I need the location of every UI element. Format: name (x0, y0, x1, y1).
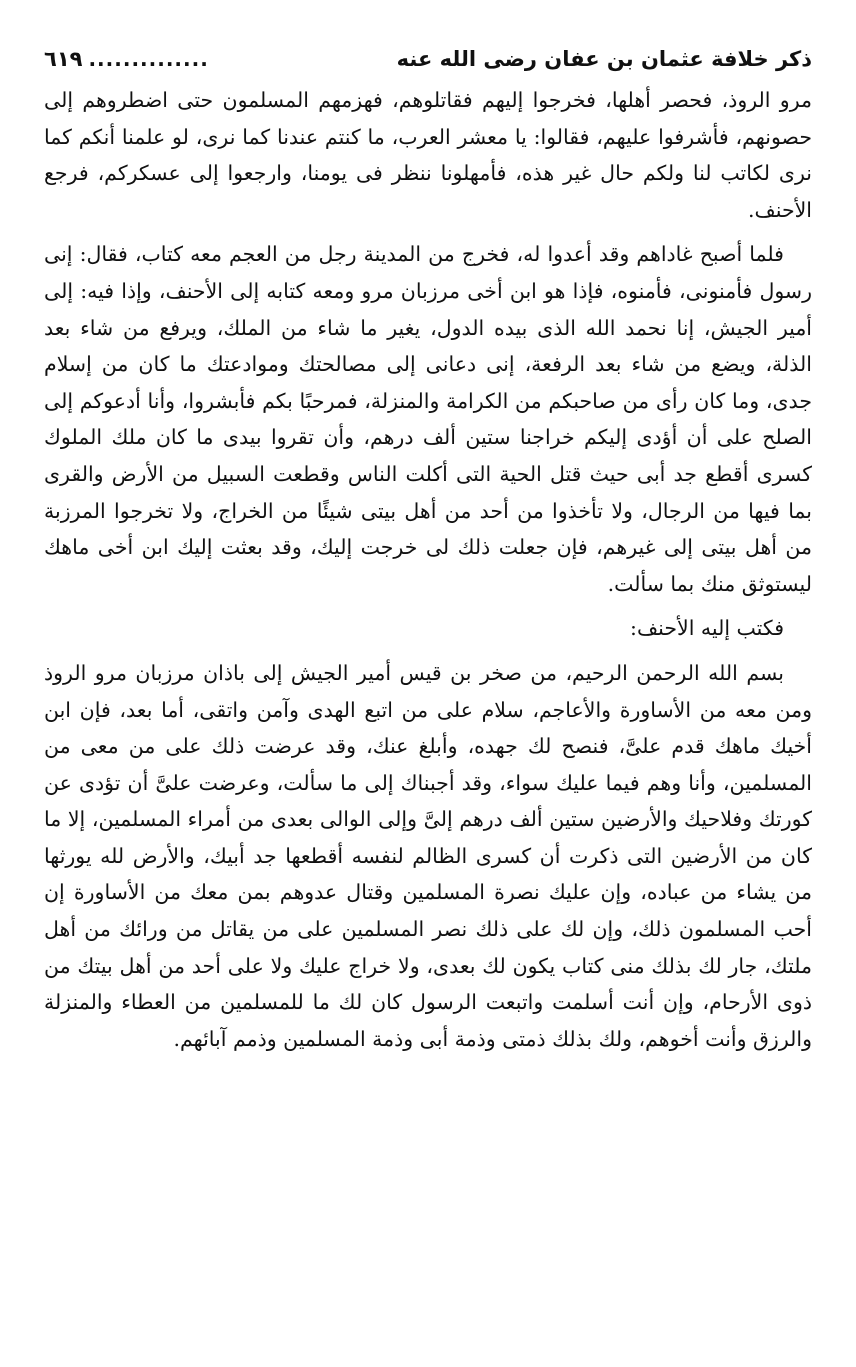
running-header (44, 40, 812, 82)
page-number: ٦١٩ (44, 47, 83, 71)
paragraph-ahnaf-reply-intro: فكتب إليه الأحنف: (630, 616, 784, 641)
page-body (44, 82, 812, 1057)
leader-dots: .............. (88, 47, 209, 71)
paragraph-ahnaf-letter: بسم الله الرحمن الرحيم، من صخر بن قيس أمير الجيش إلى باذان مرزبان مرو الروذ ومن معه من الأساورة والأعاجم، سلام على من اتبع الهدى وآمن واتقى، أما بعد، فإن ابن أخيك ماهك قدم علىَّ، فنصح لك جهده، وأبلغ عنك، وقد عرضت ذلك على من معى من المسلمين، وأنا وهم فيما عليك سواء، وقد أجبناك إلى ما سألت، وعرضت علىَّ أن تؤدى عن كورتك وفلاحيك والأرضين ستين ألف درهم إلىَّ وإلى الوالى بعدى من أمراء المسلمين، إلا ما كان من الأرضين التى ذكرت أن كسرى الظالم لنفسه أقطعها جد أبيك، والأرض لله يورثها من يشاء من عباده، وإن عليك نصرة المسلمين وقتال عدوهم بمن معك من الأساورة إن أحب المسلمون ذلك، وإن لك على ذلك نصر المسلمين على من يقاتل من ورائك من أهل ملتك، جار لك بذلك منى كتاب يكون لك بعدى، ولا خراج عليك ولا على أحد من أهل بيتك من ذوى الأرحام، وإن أنت أسلمت واتبعت الرسول كان لك ما للمسلمين من العطاء والمنزلة والرزق وأنت أخوهم، ولك بذلك ذمتى وذمة أبى وذمة المسلمين وذمم آبائهم. (44, 660, 812, 1051)
paragraph-letter-from-marzban: فلما أصبح غاداهم وقد أعدوا له، فخرج من المدينة رجل من العجم معه كتاب، فقال: إنى رسول فأمنونى، فأمنوه، فإذا هو ابن أخى مرزبان مرو ومعه كتابه إلى الأحنف، وإذا فيه: إلى أمير الجيش، إنا نحمد الله الذى بيده الدول، يغير ما شاء من الملك، ويرفع من شاء بعد الذلة، ويضع من شاء بعد الرفعة، إنى دعانى إلى مصالحتك وموادعتك ما كان من إسلام جدى، وما كان رأى من صاحبكم من الكرامة والمنزلة، فمرحبًا بكم فأبشروا، وأنا أدعوكم إلى الصلح على أن أؤدى إليكم خراجنا ستين ألف درهم، وأن تقروا بيدى ما كان ملك الملوك كسرى أقطع جد أبى حيث قتل الحية التى أكلت الناس وقطعت السبيل من الأرض والقرى بما فيها من الرجال، ولا تأخذوا من أحد من أهل بيتى شيئًا من الخراج، ولا تخرجوا المرزبة من أهل بيتى إلى غيرهم، فإن جعلت ذلك لى خرجت إليك، وقد بعثت إليك ابن أخى ماهك ليستوثق منك بما سألت. (44, 242, 812, 596)
book-page (44, 40, 812, 1057)
paragraph-continuation: مرو الروذ، فحصر أهلها، فخرجوا إليهم فقاتلوهم، فهزمهم المسلمون حتى اضطروهم إلى حصونهم، فأشرفوا عليهم، فقالوا: يا معشر العرب، ما كنتم عندنا كما نرى، لو علمنا أنكم كما نرى لكاتب لنا ولكم حال غير هذه، فأمهلونا ننظر فى يومنا، وارجعوا إلى عسكركم، فرجع الأحنف. (44, 88, 812, 222)
chapter-title: ذكر خلافة عثمان بن عفان رضى الله عنه (396, 47, 812, 71)
